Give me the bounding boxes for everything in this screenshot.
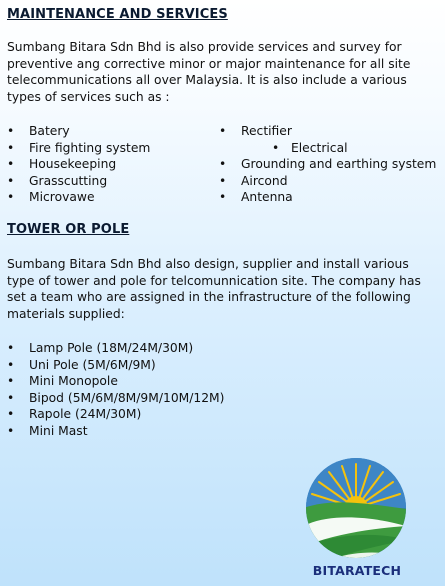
maintenance-paragraph: Sumbang Bitara Sdn Bhd is also provide services and survey for preventive ang corrective minor or major maintenance for all site telecommunications all over Malaysia. It is also include a various types of services such as : [7,40,411,104]
list-item: • Fire fighting system [7,140,150,157]
list-item: • Microvawe [7,189,150,206]
list-item: • Electrical [219,140,436,157]
list-item: • Lamp Pole (18M/24M/30M) [7,340,224,357]
list-item: • Housekeeping [7,156,150,173]
list-item: • Mini Mast [7,423,224,440]
tower-list [7,340,224,439]
list-item: • Antenna [219,189,436,206]
maintenance-left-list [7,123,150,206]
list-item: • Aircond [219,173,436,190]
list-item: • Batery [7,123,150,140]
list-item: • Grasscutting [7,173,150,190]
logo-text: BITARATECH [312,563,402,578]
maintenance-right-list [219,123,436,206]
tower-heading: TOWER OR POLE [7,222,130,237]
list-item: • Rectifier [219,123,436,140]
list-item: • Mini Monopole [7,373,224,390]
list-item: • Rapole (24M/30M) [7,406,224,423]
maintenance-heading: MAINTENANCE AND SERVICES [7,7,228,22]
list-item: • Grounding and earthing system [219,156,436,173]
list-item: • Bipod (5M/6M/8M/9M/10M/12M) [7,390,224,407]
tower-paragraph: Sumbang Bitara Sdn Bhd also design, supplier and install various type of tower and pole for telcomunnication site. The company has set a team who are assigned in the infrastructure of the following materials supplied: [7,257,421,321]
list-item: • Uni Pole (5M/6M/9M) [7,357,224,374]
